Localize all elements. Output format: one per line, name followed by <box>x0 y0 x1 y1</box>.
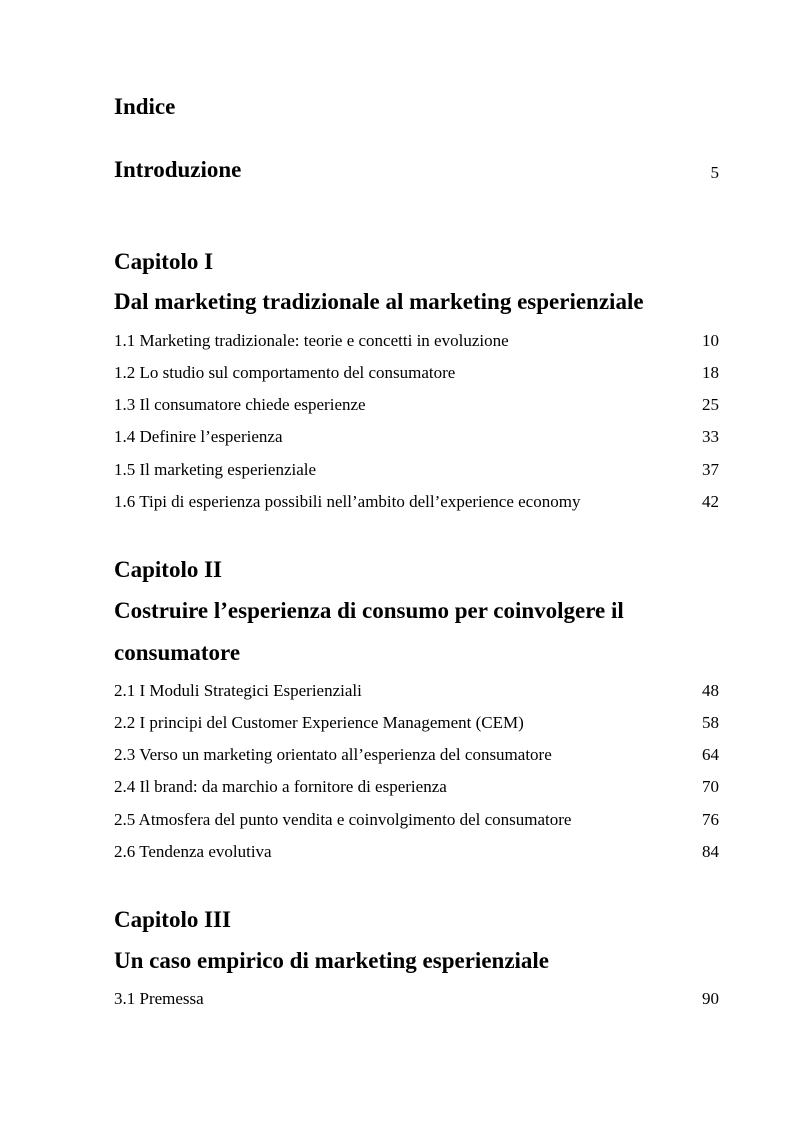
toc-entry-label: 3.1 Premessa <box>114 989 204 1008</box>
chapter-3-subtitle: Un caso empirico di marketing esperienziale <box>114 948 550 973</box>
toc-entry-page: 90 <box>702 989 719 1008</box>
toc-entry-page: 37 <box>702 460 719 479</box>
toc-entry-label: 1.1 Marketing tradizionale: teorie e concetti in evoluzione <box>114 331 509 350</box>
toc-entry-page: 25 <box>702 395 719 414</box>
toc-entry-label: 2.5 Atmosfera del punto vendita e coinvolgimento del consumatore <box>114 810 572 829</box>
toc-entry-page: 70 <box>702 777 719 796</box>
toc-introduction-page: 5 <box>710 163 719 182</box>
toc-entry-label: 1.4 Definire l’esperienza <box>114 427 283 446</box>
toc-entry-page: 33 <box>702 427 719 446</box>
chapter-1-subtitle: Dal marketing tradizionale al marketing esperienziale <box>114 289 644 314</box>
toc-entry-page: 58 <box>702 713 719 732</box>
toc-entry-page: 10 <box>702 331 719 350</box>
toc-entry-label: 2.3 Verso un marketing orientato all’esperienza del consumatore <box>114 745 552 764</box>
toc-entry-label: 2.2 I principi del Customer Experience Management (CEM) <box>114 713 524 732</box>
toc-entry-label: 1.3 Il consumatore chiede esperienze <box>114 395 366 414</box>
toc-entry-label: 1.2 Lo studio sul comportamento del consumatore <box>114 363 456 382</box>
toc-entry-label: 1.6 Tipi di esperienza possibili nell’ambito dell’experience economy <box>114 492 581 511</box>
toc-entry-page: 84 <box>702 842 719 861</box>
chapter-2-subtitle-line2: consumatore <box>114 640 241 665</box>
toc-entry-page: 42 <box>702 492 719 511</box>
toc-entry-page: 48 <box>702 681 719 700</box>
toc-introduction-label: Introduzione <box>114 157 242 182</box>
toc-entry-label: 2.1 I Moduli Strategici Esperienziali <box>114 681 362 700</box>
chapter-2-heading: Capitolo II <box>114 557 222 582</box>
toc-entry-page: 76 <box>702 810 719 829</box>
toc-entry-label: 1.5 Il marketing esperienziale <box>114 460 317 479</box>
chapter-3-heading: Capitolo III <box>114 907 231 932</box>
chapter-1-heading: Capitolo I <box>114 249 214 274</box>
toc-entry-page: 18 <box>702 363 719 382</box>
page-title: Indice <box>114 94 176 119</box>
toc-entry-label: 2.6 Tendenza evolutiva <box>114 842 272 861</box>
toc-entry-page: 64 <box>702 745 719 764</box>
toc-entry-label: 2.4 Il brand: da marchio a fornitore di esperienza <box>114 777 447 796</box>
chapter-2-subtitle-line1: Costruire l’esperienza di consumo per coinvolgere il <box>114 598 624 623</box>
